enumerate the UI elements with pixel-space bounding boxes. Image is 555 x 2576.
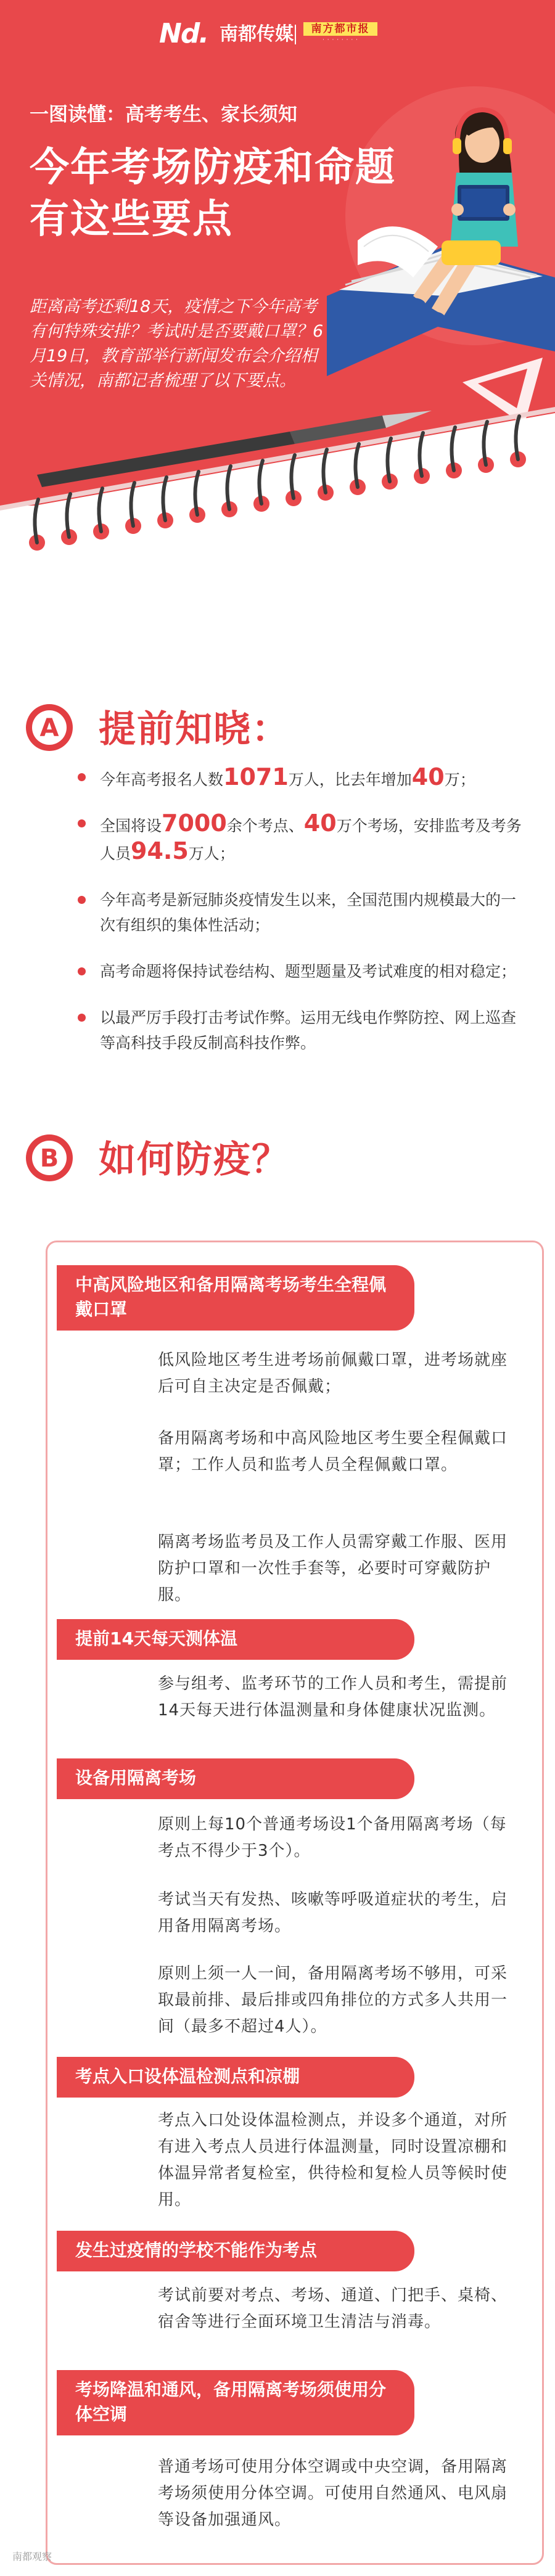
paragraph: 低风险地区考生进考场前佩戴口罩，进考场就座后可自主决定是否佩戴； [158,1351,508,1396]
subheading-isolation-room: 设备用隔离考场 [57,1758,414,1799]
newspaper-badge [303,22,377,46]
student-reading-illustration [321,92,555,438]
section-a-title: 提前知晓： [99,708,290,751]
paragraph: 原则上每10个普通考场设1个备用隔离考场（每考点不得少于3个）。 [158,1815,507,1860]
highlight-number: 94.5 [131,837,189,864]
spiral-notebook-decoration [0,407,555,697]
item-text: 万人，比去年增加 [288,771,412,789]
subheading-entrance-check: 考点入口设体温检测点和凉棚 [57,2057,414,2098]
paragraph: 考试当天有发热、咳嗽等呼吸道症状的考生，启用备用隔离考场。 [158,1890,508,1935]
item-text: 万人； [188,845,235,863]
paragraph: 原则上须一人一间，备用隔离考场不够用，可采取最前排、最后排或四角排位的方式多人共用一间（最多不超过4人）。 [158,1964,508,2036]
hero-title-line1: 今年考场防疫和命题 [30,145,396,191]
subheading-ventilation: 考场降温和通风，备用隔离考场须使用分体空调 [57,2370,414,2435]
bullet-dot-icon [78,1014,86,1022]
highlight-number: 1071 [223,763,289,790]
item-text: 今年高考报名人数 [100,771,224,789]
brand-logo-name: 南都传媒 [220,23,294,45]
svg-text:B: B [39,1144,59,1173]
paragraph: 普通考场可使用分体空调或中央空调，备用隔离考场须使用分体空调。可使用自然通风、电风扇等设备加强通风。 [158,2458,508,2529]
bullet-dot-icon [78,896,86,904]
highlight-number: 40 [303,810,337,837]
paragraph: 考点入口处设体温检测点，并设多个通道，对所有进入考点人员进行体温测量，同时设置凉棚和体温异常者复检室，供待检和复检人员等候时使用。 [158,2111,508,2209]
item-text: 以最严厉手段打击考试作弊。运用无线电作弊防控、网上巡查等高科技手段反制高科技作弊。 [100,1009,517,1052]
subheading-venue-restriction: 发生过疫情的学校不能作为考点 [57,2231,414,2271]
list-item [74,811,524,866]
item-text: 万个考场，安排监考及考务人员 [100,817,522,863]
newspaper-badge-sub: · · · · · · · · [323,37,358,43]
item-text: 高考命题将保持试卷结构、题型题量及考试难度的相对稳定； [100,962,517,980]
hero-title-line2: 有这些要点 [30,197,233,242]
paragraph: 参与组考、监考环节的工作人员和考生，需提前14天每天进行体温测量和身体健康状况监测。 [158,1675,508,1720]
brand-logo-mark: Nd. [159,18,208,49]
newspaper-badge-label: 南方都市报 [303,22,377,36]
brand-header [0,18,555,49]
subheading-temperature-check: 提前14天每天测体温 [57,1619,414,1660]
svg-text:A: A [39,714,59,742]
list-item [74,887,524,938]
item-text: 今年高考是新冠肺炎疫情发生以来，全国范围内规模最大的一次有组织的集体性活动； [100,891,517,934]
paragraph: 隔离考场监考员及工作人员需穿戴工作服、医用防护口罩和一次性手套等，必要时可穿戴防护服。 [158,1533,508,1604]
list-item [74,1005,524,1056]
brand-divider [295,25,296,44]
paragraph: 备用隔离考场和中高风险地区考生要全程佩戴口罩；工作人员和监考人员全程佩戴口罩。 [158,1429,508,1474]
highlight-number: 40 [411,763,445,790]
item-text: 全国将设 [100,817,162,835]
highlight-number: 7000 [162,810,227,837]
section-b-badge [25,1133,74,1183]
item-text: 余个考点、 [226,817,304,835]
section-a-badge [25,703,74,752]
item-text: 万； [444,771,475,789]
section-a-list [74,765,524,1056]
bullet-dot-icon [78,773,86,781]
list-item [74,765,524,792]
subheading-mask-policy: 中高风险地区和备用隔离考场考生全程佩戴口罩 [57,1265,414,1331]
section-b-title: 如何防疫？ [99,1138,290,1181]
paragraph: 考试前要对考点、考场、通道、门把手、桌椅、宿舍等进行全面环境卫生清洁与消毒。 [158,2286,508,2331]
bullet-dot-icon [78,819,86,827]
hero-intro: 距离高考还剩18天，疫情之下今年高考有何特殊安排？考试时是否要戴口罩？6月19日，教育部举行新闻发布会介绍相关情况，南都记者梳理了以下要点。 [30,297,324,390]
source-watermark: 南都观察 [12,2551,52,2562]
hero-subtitle: 一图读懂：高考考生、家长须知 [30,104,297,126]
list-item [74,959,524,984]
bullet-dot-icon [78,967,86,975]
